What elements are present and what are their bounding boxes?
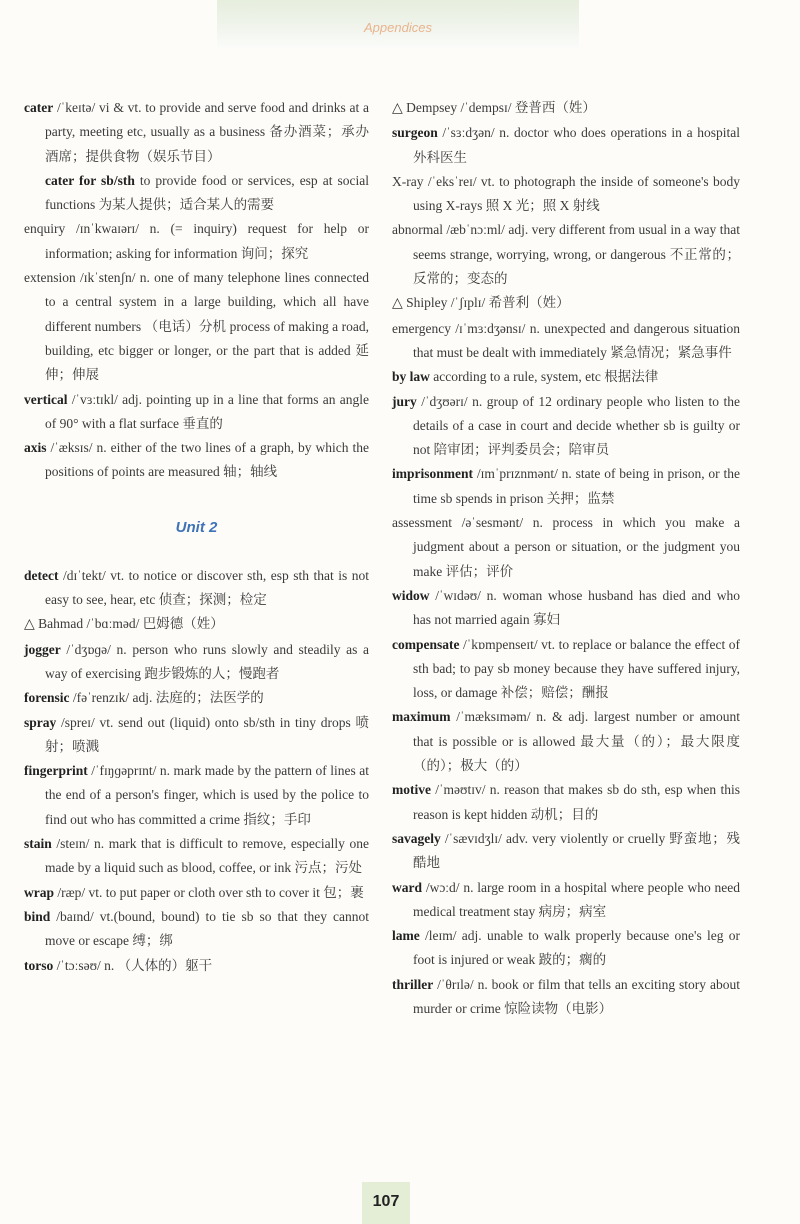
headword: jogger bbox=[24, 641, 61, 657]
headword: torso bbox=[24, 957, 54, 973]
headword: spray bbox=[24, 714, 57, 730]
glossary-entry bbox=[24, 759, 369, 832]
glossary-entry bbox=[392, 218, 740, 291]
definition-text: /ræp/ vt. to put paper or cloth over sth to cover it 包；裹 bbox=[54, 884, 364, 900]
header-banner bbox=[217, 0, 579, 48]
headword: motive bbox=[392, 782, 431, 798]
headword: by law bbox=[392, 369, 430, 385]
glossary-entry bbox=[24, 832, 369, 881]
headword: thriller bbox=[392, 976, 434, 992]
triangle-marker-icon: △ bbox=[392, 101, 403, 116]
headword: compensate bbox=[392, 636, 460, 652]
glossary-entry bbox=[24, 436, 369, 485]
headword: ward bbox=[392, 879, 422, 895]
headword: savagely bbox=[392, 830, 441, 846]
headword: cater for sb/sth bbox=[45, 172, 135, 188]
glossary-entry bbox=[392, 705, 740, 778]
glossary-entry bbox=[24, 612, 369, 637]
definition-text: abnormal /æbˈnɔːml/ adj. very different from usual in a way that seems strange, worrying, wrong, or dangerous 不正常的；反常的；变态的 bbox=[392, 222, 740, 287]
glossary-entry bbox=[392, 96, 740, 121]
headword: lame bbox=[392, 928, 420, 944]
headword: fingerprint bbox=[24, 763, 88, 779]
definition-text: emergency /ɪˈmɜːdʒənsɪ/ n. unexpected and dangerous situation that must be dealt with immediately 紧急情况；紧急事件 bbox=[392, 320, 740, 360]
definition-text: to provide food or services, esp at social functions 为某人提供；适合某人的需要 bbox=[45, 172, 370, 213]
definition-text: /leɪm/ adj. unable to walk properly because one's leg or foot is injured or weak 跛的；瘸的 bbox=[413, 928, 740, 968]
glossary-entry bbox=[392, 462, 740, 511]
glossary-entry bbox=[24, 388, 369, 437]
glossary-entry bbox=[24, 905, 369, 954]
definition-text: /ˈvɜːtɪkl/ adj. pointing up in a line that forms an angle of 90° with a flat surface 垂直的 bbox=[45, 391, 369, 431]
glossary-entry bbox=[392, 365, 740, 389]
glossary-entry bbox=[392, 584, 740, 633]
definition-text: assessment /əˈsesmənt/ n. process in which you make a judgment about a person or situation, or the judgment you make 评估；评价 bbox=[392, 515, 740, 579]
glossary-entry bbox=[392, 778, 740, 827]
definition-text: /ˈkeɪtə/ vi & vt. to provide and serve food and drinks at a party, meeting etc, usually as a business 备办酒菜；承办酒席；提供食物（娱乐节目） bbox=[45, 100, 369, 164]
definition-text: /ˈkɒmpenseɪt/ vt. to replace or balance the effect of sth bad; to pay sb money because they have suffered injury, loss, or damage 补偿；赔偿；酬报 bbox=[413, 636, 740, 701]
definition-text: /spreɪ/ vt. send out (liquid) onto sb/sth in tiny drops 喷射；喷溅 bbox=[45, 714, 369, 754]
definition-text: /ɪmˈprɪznmənt/ n. state of being in prison, or the time sb spends in prison 关押；监禁 bbox=[413, 466, 740, 506]
glossary-entry bbox=[24, 638, 369, 687]
definition-text: Shipley /ˈʃɪplɪ/ 希普利（姓） bbox=[402, 295, 570, 311]
left-column bbox=[24, 96, 369, 978]
definition-text: Bahmad /ˈbɑːməd/ 巴姆德（姓） bbox=[34, 616, 224, 632]
headword: imprisonment bbox=[392, 466, 473, 482]
glossary-entry bbox=[24, 881, 369, 905]
definition-text: X-ray /ˈeksˈreɪ/ vt. to photograph the inside of someone's body using X-rays 照 X 光；照 X 射线 bbox=[392, 173, 740, 214]
definition-text: /ˈdʒʊərɪ/ n. group of 12 ordinary people who listen to the details of a case in court and decide whether sb is guilty or not 陪审团；评判委员会；陪审员 bbox=[413, 393, 740, 458]
headword: widow bbox=[392, 587, 430, 603]
headword: forensic bbox=[24, 690, 70, 706]
headword: jury bbox=[392, 393, 417, 409]
glossary-entry bbox=[24, 954, 369, 978]
triangle-marker-icon: △ bbox=[392, 296, 403, 312]
headword: cater bbox=[24, 100, 54, 115]
definition-text: /ˈməʊtɪv/ n. reason that makes sb do sth, esp when this reason is kept hidden 动机；目的 bbox=[413, 782, 740, 822]
glossary-entry bbox=[392, 876, 740, 925]
headword: axis bbox=[24, 440, 47, 456]
definition-text: /wɔːd/ n. large room in a hospital where people who need medical treatment stay 病房；病室 bbox=[413, 879, 740, 919]
headword: surgeon bbox=[392, 125, 438, 141]
definition-text: /ˈdʒɒɡə/ n. person who runs slowly and steadily as a way of exercising 跑步锻炼的人；慢跑者 bbox=[45, 641, 369, 681]
glossary-entry bbox=[392, 121, 740, 170]
headword: maximum bbox=[392, 709, 451, 725]
headword: wrap bbox=[24, 884, 54, 900]
definition-text: Dempsey /ˈdempsɪ/ 登普西（姓） bbox=[402, 100, 596, 115]
definition-text: /dɪˈtekt/ vt. to notice or discover sth, esp sth that is not easy to see, hear, etc 侦查；探测；检定 bbox=[45, 567, 369, 608]
glossary-entry bbox=[24, 564, 369, 613]
glossary-entry bbox=[392, 511, 740, 584]
glossary-entry bbox=[392, 973, 740, 1022]
glossary-entry bbox=[24, 169, 369, 218]
section-title: Appendices bbox=[364, 20, 432, 35]
headword: stain bbox=[24, 836, 52, 852]
unit-heading: Unit 2 bbox=[175, 518, 218, 536]
glossary-entry bbox=[24, 217, 369, 266]
glossary-entry bbox=[392, 291, 740, 316]
right-column bbox=[392, 96, 740, 1021]
definition-text: /ˈfɪŋɡəprɪnt/ n. mark made by the pattern of lines at the end of a person's finger, which is used by the police to find out who has committed a crime 指纹；手印 bbox=[45, 763, 369, 827]
glossary-entry bbox=[392, 317, 740, 366]
headword: vertical bbox=[24, 391, 68, 407]
definition-text: according to a rule, system, etc 根据法律 bbox=[429, 369, 659, 385]
definition-text: extension /ɪkˈstenʃn/ n. one of many telephone lines connected to a central system in a large building, which all have different numbers （电话）分机 process of making a road, building, etc bigger or longer, or the part that is added 延伸；伸展 bbox=[24, 270, 369, 383]
glossary-entry bbox=[24, 96, 369, 169]
headword: bind bbox=[24, 908, 51, 924]
definition-text: /ˈsɜːdʒən/ n. doctor who does operations in a hospital 外科医生 bbox=[413, 125, 740, 165]
glossary-entry bbox=[24, 686, 369, 710]
page-number: 107 bbox=[362, 1182, 410, 1224]
glossary-entry bbox=[392, 633, 740, 706]
definition-text: /ˈæksɪs/ n. either of the two lines of a graph, by which the positions of points are measured 轴；轴线 bbox=[45, 440, 369, 480]
definition-text: /steɪn/ n. mark that is difficult to remove, especially one made by a liquid such as blood, coffee, or ink 污点；污处 bbox=[45, 836, 369, 876]
glossary-entry bbox=[24, 266, 369, 387]
glossary-entry bbox=[24, 711, 369, 760]
headword: detect bbox=[24, 567, 59, 583]
glossary-entry bbox=[392, 390, 740, 463]
glossary-entry bbox=[392, 170, 740, 219]
definition-text: /ˈθrɪlə/ n. book or film that tells an exciting story about murder or crime 惊险读物（电影） bbox=[413, 976, 740, 1016]
definition-text: /ˈtɔːsəʊ/ n. （人体的）躯干 bbox=[53, 957, 213, 973]
triangle-marker-icon: △ bbox=[24, 617, 35, 633]
glossary-entry bbox=[392, 827, 740, 876]
definition-text: /ˈsævɪdʒlɪ/ adv. very violently or cruelly 野蛮地；残酷地 bbox=[413, 830, 740, 871]
definition-text: /ˈwɪdəʊ/ n. woman whose husband has died and who has not married again 寡妇 bbox=[413, 587, 740, 628]
glossary-entry bbox=[392, 924, 740, 973]
definition-text: /fəˈrenzɪk/ adj. 法庭的；法医学的 bbox=[69, 690, 264, 706]
definition-text: enquiry /ɪnˈkwaɪərɪ/ n. (= inquiry) request for help or information; asking for information 询问；探究 bbox=[24, 221, 369, 261]
definition-text: /ˈmæksɪməm/ n. & adj. largest number or amount that is possible or is allowed 最大量（的）；最大限度（的）；极大（的） bbox=[413, 709, 740, 774]
definition-text: /baɪnd/ vt.(bound, bound) to tie sb so that they cannot move or escape 缚；绑 bbox=[45, 908, 369, 949]
